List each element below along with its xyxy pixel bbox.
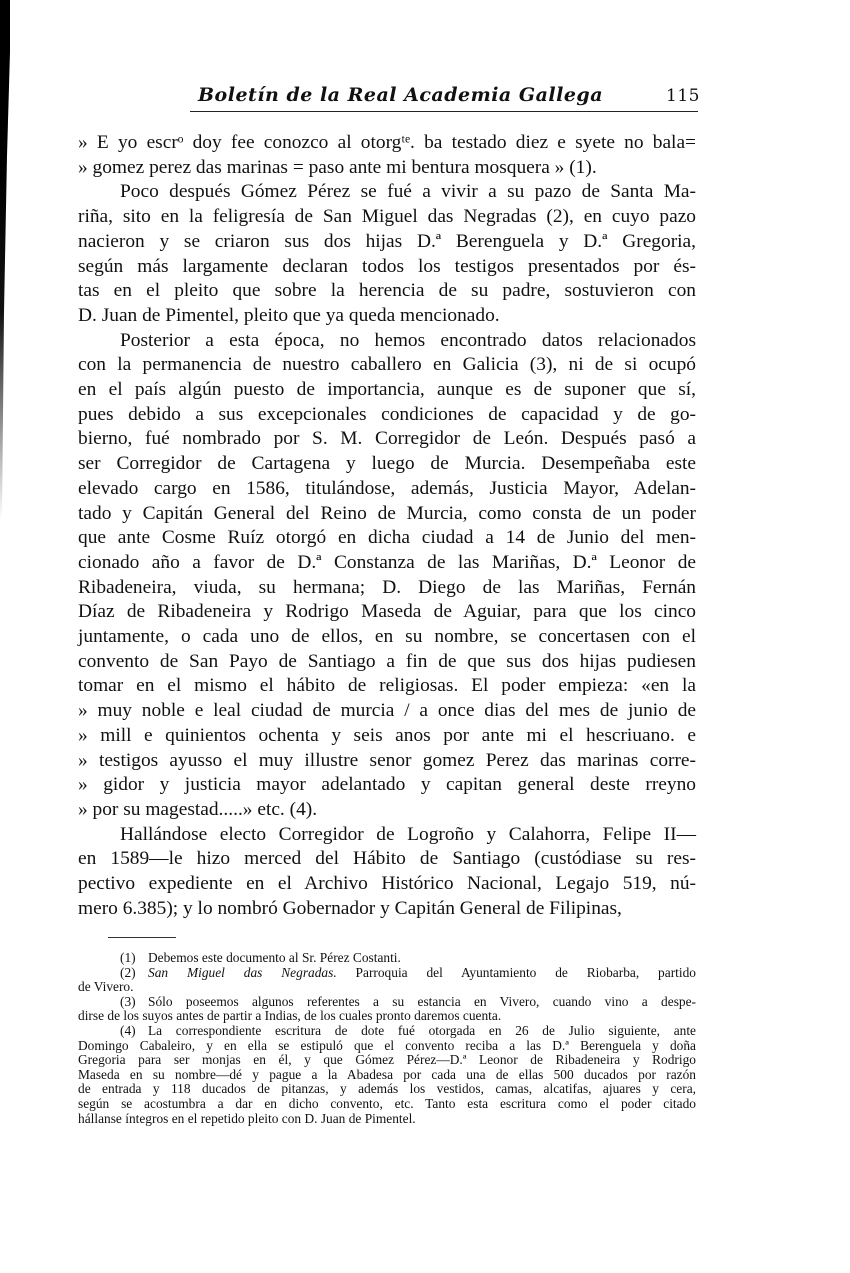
body-line: » E yo escrᵒ doy fee conozco al otorgᵗᵉ. ba testado diez e syete no bala= bbox=[78, 132, 696, 153]
footnote-line bbox=[78, 1024, 696, 1039]
footnote-line bbox=[78, 951, 696, 966]
footnote-text: La correspondiente escritura de dote fué otorgada en 26 de Julio siguiente, ante bbox=[148, 1022, 696, 1038]
footnote-text: Debemos este documento al Sr. Pérez Costanti. bbox=[148, 950, 401, 965]
body-line: » testigos ayusso el muy illustre senor gomez Perez das marinas corre- bbox=[78, 749, 696, 771]
footnote-text: dirse de los suyos antes de partir a Indias, de los cuales pronto daremos cuenta. bbox=[78, 1008, 502, 1024]
footnotes bbox=[78, 951, 696, 1126]
body-line: Poco después Gómez Pérez se fué a vivir a su pazo de Santa Ma- bbox=[120, 181, 696, 203]
body-line: pectivo expediente en el Archivo Histórico Nacional, Legajo 519, nú- bbox=[78, 873, 696, 895]
body-line: que ante Cosme Ruíz otorgó en dicha ciudad a 14 de Junio del men- bbox=[78, 527, 696, 549]
footnote-number: (2) bbox=[120, 964, 136, 980]
body-line: » por su magestad.....» etc. (4). bbox=[78, 798, 318, 820]
footnote-number: (4) bbox=[120, 1022, 136, 1038]
body-line: » gidor y justicia mayor adelantado y capitan general deste rreyno bbox=[78, 774, 696, 796]
footnote-text: según se acostumbra a dar en dicho convento, etc. Tanto esta escritura como el poder citado bbox=[78, 1095, 696, 1111]
body-line: tado y Capitán General del Reino de Murcia, como consta de un poder bbox=[78, 502, 696, 524]
footnote-line bbox=[78, 1068, 696, 1083]
body-line: convento de San Payo de Santiago a fin de que sus dos hijas pudiesen bbox=[78, 650, 696, 672]
footnote-number: (3) bbox=[120, 993, 136, 1009]
footnote-text: Parroquia del Ayuntamiento de Riobarba, partido bbox=[336, 964, 696, 980]
footnote-separator bbox=[108, 937, 176, 938]
body-line: elevado cargo en 1586, titulándose, además, Justicia Mayor, Adelan- bbox=[78, 477, 696, 499]
body-line: según más largamente declaran todos los testigos presentados por és- bbox=[78, 255, 696, 277]
body-line: mero 6.385); y lo nombró Gobernador y Capitán General de Filipinas, bbox=[78, 897, 622, 919]
body-line: cionado año a favor de D.ª Constanza de las Mariñas, D.ª Leonor de bbox=[78, 551, 696, 573]
scan-border bbox=[0, 0, 10, 520]
footnote-line bbox=[78, 966, 696, 981]
body-line: bierno, fué nombrado por S. M. Corregidor de León. Después pasó a bbox=[78, 428, 696, 450]
journal-title: Boletín de la Real Academia Gallega bbox=[198, 84, 604, 106]
body-line: Ribadeneira, viuda, su hermana; D. Diego de las Mariñas, Fernán bbox=[78, 576, 696, 598]
footnote-text: de entrada y 118 ducados de pitanzas, y además los vestidos, camas, alcatifas, ajuares y cera, bbox=[78, 1081, 696, 1097]
body-line: en el país algún puesto de importancia, aunque es de suponer que sí, bbox=[78, 379, 696, 401]
header-rule bbox=[190, 111, 698, 112]
body-text bbox=[78, 131, 696, 922]
body-line: en 1589—le hizo merced del Hábito de Santiago (custódiase su res- bbox=[78, 848, 696, 870]
body-line: » mill e quinientos ochenta y seis anos por ante mi el hescriuano. e bbox=[78, 724, 696, 746]
footnote-text: hállanse íntegros en el repetido pleito con D. Juan de Pimentel. bbox=[78, 1110, 416, 1126]
body-line: Posterior a esta época, no hemos encontrado datos relacionados bbox=[120, 329, 696, 351]
footnote-number: (1) bbox=[120, 950, 136, 965]
body-line: » muy noble e leal ciudad de murcia / a once dias del mes de junio de bbox=[78, 700, 696, 722]
footnote-line bbox=[78, 1009, 696, 1024]
body-line: nacieron y se criaron sus dos hijas D.ª Berenguela y D.ª Gregoria, bbox=[78, 230, 696, 252]
footnote-line bbox=[78, 1039, 696, 1054]
body-line: tas en el pleito que sobre la herencia de su padre, sostuvieron con bbox=[78, 280, 696, 302]
footnote-line bbox=[78, 1053, 696, 1068]
body-line: D. Juan de Pimentel, pleito que ya queda mencionado. bbox=[78, 304, 500, 326]
footnote-text: de Vivero. bbox=[78, 979, 134, 995]
body-line: riña, sito en la feligresía de San Miguel das Negradas (2), en cuyo pazo bbox=[78, 206, 696, 228]
body-line: tomar en el mismo el hábito de religiosas. El poder empieza: «en la bbox=[78, 675, 696, 697]
body-line: Díaz de Ribadeneira y Rodrigo Maseda de Aguiar, para que los cinco bbox=[78, 601, 696, 623]
footnote-text: Gregoria para ser monjas en él, y que Gómez Pérez—D.ª Leonor de Ribadeneira y Rodrigo bbox=[78, 1052, 696, 1068]
footnote-line bbox=[78, 980, 696, 995]
footnote-line bbox=[78, 995, 696, 1010]
footnote-text: Domingo Cabaleiro, y en ella se estipuló que el convento reciba a las D.ª Berenguela y doña bbox=[78, 1037, 696, 1053]
body-line: ser Corregidor de Cartagena y luego de Murcia. Desempeñaba este bbox=[78, 453, 696, 475]
footnote-line bbox=[78, 1082, 696, 1097]
body-line: Hallándose electo Corregidor de Logroño y Calahorra, Felipe II— bbox=[120, 823, 696, 845]
footnote-italic-lead: San Miguel das Negradas. bbox=[148, 964, 337, 980]
footnote-text: Sólo poseemos algunos referentes a su estancia en Vivero, cuando vino a despe- bbox=[148, 993, 696, 1009]
body-line: juntamente, o cada uno de ellos, en su nombre, se concertasen con el bbox=[78, 626, 696, 648]
page-number: 115 bbox=[666, 86, 700, 106]
footnote-line bbox=[78, 1112, 696, 1127]
body-line: con la permanencia de nuestro caballero en Galicia (3), ni de si ocupó bbox=[78, 354, 696, 376]
body-line: pues debido a sus excepcionales condiciones de capacidad y de go- bbox=[78, 403, 696, 425]
running-head bbox=[78, 84, 718, 110]
footnote-text: Maseda en su nombre—dé y pague a la Abadesa por cada una de ellas 500 ducados por razón bbox=[78, 1066, 696, 1082]
footnote-line bbox=[78, 1097, 696, 1112]
body-line: » gomez perez das marinas = paso ante mi bentura mosquera » (1). bbox=[78, 156, 597, 178]
